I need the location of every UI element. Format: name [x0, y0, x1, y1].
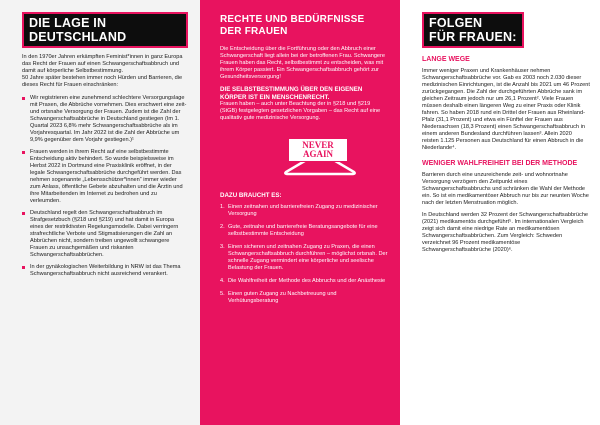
subheading-wahlfreiheit: WENIGER WAHLFREIHEIT BEI DER METHODE — [422, 160, 578, 167]
item-number: 3. — [220, 244, 225, 250]
paragraph: Barrieren durch eine unzureichende zeit- und wohnortnahe Versorgung verzögern den Zeitpunkt eines Schwangerschaftsabbruchs und schränken die Wahl der Methode ein. So ist ein medikamentöser Abbruch nur bis zur neunten Woche nach der letzten Menstruation möglich. — [422, 172, 589, 206]
intro-text: In den 1970er Jahren erkämpften Feminist*innen in ganz Europa das Recht der Frauen auf einen Schwangerschaftsabbruch und damit auf körperliche Selbstbestimmung. 50 Jahre später bestehen immer noch Hürden und Barrieren, die dieses Recht für Frauen einschränken: — [22, 54, 183, 88]
item-text: Einen sicheren und zeitnahen Zugang zu Praxen, die einen Schwangerschaftsabbruch durchführen – möglichst ortsnah. Der schnelle Zugang vermindert eine körperliche und seelische Belastung der Frauen. — [228, 244, 388, 271]
never-again-sign — [288, 138, 348, 162]
list-item — [220, 224, 388, 238]
rights-subtext: Frauen haben – auch unter Beachtung der in §218 und §219 (StGB) festgelegten gesetzlichen Vorgaben – das Recht auf eine qualitativ gute medizinische Versorgung. — [220, 101, 381, 121]
item-text: Einen guten Zugang zu Nachbetreuung und Verhütungsberatung — [228, 291, 337, 304]
column-rights — [200, 0, 400, 425]
never-text: NEVER — [302, 140, 334, 150]
heading-lage: DIE LAGE IN DEUTSCHLAND — [22, 12, 188, 48]
list-item — [220, 204, 388, 218]
bullet-list — [22, 95, 188, 278]
list-item — [220, 291, 388, 305]
item-number: 2. — [220, 224, 225, 230]
item-text: Gute, zeitnahe und barrierefreie Beratungsangebote für eine selbstbestimmte Entscheidung — [228, 224, 378, 237]
heading-line: FOLGEN — [429, 16, 483, 30]
rights-title: RECHTE UND BEDÜRFNISSE DER FRAUEN — [220, 14, 365, 37]
item-text: Die Wahlfreiheit der Methode des Abbruchs und der Anästhesie — [228, 278, 386, 284]
heading-folgen — [422, 12, 524, 48]
again-text: AGAIN — [302, 149, 333, 159]
rights-subheading: DIE SELBSTBESTIMMUNG ÜBER DEN EIGENEN KÖRPER IST EIN MENSCHENRECHT. — [220, 86, 363, 101]
column-situation — [0, 0, 200, 425]
item-text: Einen zeitnahen und barrierefreien Zugang zu medizinischer Versorgung — [228, 204, 378, 217]
needs-list — [220, 204, 388, 305]
list-item: In der gynäkologischen Weiterbildung in NRW ist das Thema Schwangerschaftsabbruch nicht ausreichend verankert. — [22, 264, 188, 278]
rights-intro: Die Entscheidung über die Fortführung oder den Abbruch einer Schwangerschaft liegt allein bei der betroffenen Frau. Schwangere Frauen haben das Recht, selbstbestimmt zu entscheiden, was mit ihrem Körper passiert. Ein Schwangerschaftsabbruch gehört zur Gesundheitsversorgung! — [220, 46, 386, 80]
list-item: Wir registrieren eine zunehmend schlechtere Versorgungslage mit Praxen, die Abbrüche vornehmen. Dies erschwert eine zeit- und ortsnahe Versorgung der Frauen. Zudem ist die Zahl der Schwangerschaftsabbrüche in Deutschland gestiegen (Im 1. Quartal 2023 6,8% mehr Schwangerschaftsabbrüche als im Vorjahresquartal. Im Jahr 2022 ist die Zahl der Abbrüche um 9,9% gegenüber dem Vorjahr gestiegen.)¹ — [22, 95, 188, 144]
heading-line: FÜR FRAUEN: — [429, 30, 517, 44]
list-item: Frauen werden in ihrem Recht auf eine selbstbestimmte Entscheidung aktiv behindert. So wurde beispielsweise im Herbst 2022 in Dortmund eine Praxisklinik eröffnet, in der legale Schwangerschaftsabbrüche durchgeführt werden. Das nehmen sogenannte „Lebensschützer*innen“ immer wieder zum Anlass, öffentliche Gebete abzuhalten und die Ärztin und ihre Mitarbeitenden im Internet zu bedrohen und zu verleumden. — [22, 149, 188, 205]
list-item: Deutschland regelt den Schwangerschaftsabbruch im Strafgesetzbuch (§218 und §219) und hat damit in Europa eines der restriktivsten Regelungsmodelle. Dabei verringern strafrechtliche Verbote und Stigmatisierungen die Zahl an Abbrüchen nicht, sondern treiben ungewollt schwangere Frauen zu unsachgemäßen und riskanten Schwangerschaftsabbrüchen. — [22, 210, 188, 259]
item-number: 4. — [220, 278, 225, 284]
needs-heading: DAZU BRAUCHT ES: — [220, 192, 282, 199]
subheading-lange-wege: LANGE WEGE — [422, 56, 470, 63]
paragraph: In Deutschland werden 32 Prozent der Schwangerschaftsabbrüche (2021) medikamentös durchgeführt⁵. Im internationalen Vergleich zeigt sich damit eine niedrige Rate an medikamentösen Schwangerschaftsabbrüchen. Zum Vergleich: Schweden verzeichnet 96 Prozent medikamentöse Schwangerschaftsabbrüche (2020)⁶. — [422, 212, 589, 253]
item-number: 5. — [220, 291, 225, 297]
column-consequences — [400, 0, 600, 425]
list-item — [220, 278, 388, 285]
hanger-graphic — [280, 132, 360, 186]
item-number: 1. — [220, 204, 225, 210]
paragraph: Immer weniger Praxen und Krankenhäuser nehmen Schwangerschaftsabbrüche vor. Gab es 2003 noch 2.030 dieser medizinischen Einrichtungen, ist die Anzahl bis 2021 um 46 Prozent zurückgegangen. Die Zahl der durchgeführten Abbrüche sank im gleichen Zeitraum jedoch nur um 26,1 Prozent². Viele Frauen müssen deshalb einen längeren Weg zu einer Praxis oder Klinik fahren. So haben 2018 rund ein Drittel der Frauen aus Rheinland-Pfalz (31,1 Prozent) und etwa ein Fünftel der Frauen aus Niedersachsen (18,3 Prozent) einen Schwangerschaftsabbruch in einem anderen Bundesland durchführen lassen³. Allein 2020 reisten 1.125 Personen aus Deutschland für einen Abbruch in die Niederlande⁴. — [422, 68, 590, 151]
list-item — [220, 244, 388, 272]
